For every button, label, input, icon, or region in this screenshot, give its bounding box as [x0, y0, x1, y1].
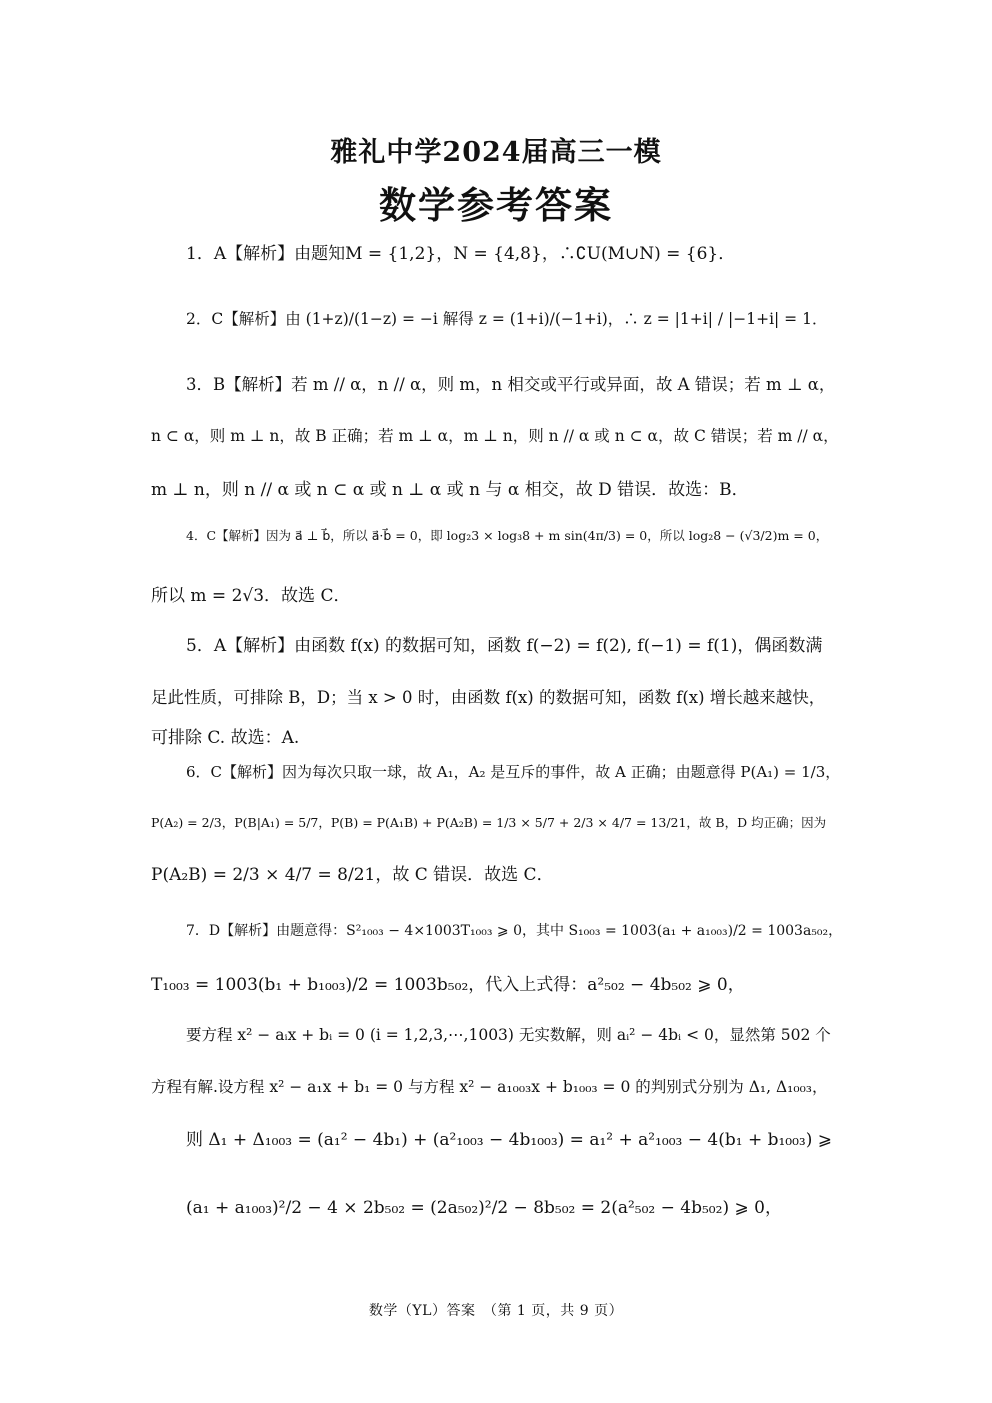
answer-3-line-3: m ⊥ n，则 n // α 或 n ⊂ α 或 n ⊥ α 或 n 与 α 相交，故 D 错误．故选：B．: [151, 480, 749, 500]
answer-1: 1．A【解析】由题知M = {1,2}，N = {4,8}，∴∁U(M∪N) = {6}．: [186, 244, 736, 264]
answer-7-line-5: 则 Δ₁ + Δ₁₀₀₃ = (a₁² − 4b₁) + (a²₁₀₀₃ − 4b₁₀₀₃) = a₁² + a²₁₀₀₃ − 4(b₁ + b₁₀₀₃) ⩾: [186, 1130, 833, 1150]
answer-6-line-1: 6．C【解析】因为每次只取一球，故 A₁，A₂ 是互斥的事件，故 A 正确；由题意得 P(A₁) = 1/3，: [186, 763, 841, 781]
page-footer: 数学（YL）答案 （第 1 页，共 9 页）: [368, 1303, 624, 1319]
answer-7-line-1: 7．D【解析】由题意得：S²₁₀₀₃ − 4×1003T₁₀₀₃ ⩾ 0，其中 S₁₀₀₃ = 1003(a₁ + a₁₀₀₃)/2 = 1003a₅₀₂，: [186, 923, 843, 939]
document-title: 雅礼中学2024届高三一模: [330, 137, 662, 168]
answer-3-line-2: n ⊂ α，则 m ⊥ n，故 B 正确；若 m ⊥ α，m ⊥ n，则 n // α 或 n ⊂ α，故 C 错误；若 m // α，: [151, 427, 839, 445]
answer-4-line-2: 所以 m = 2√3．故选 C．: [151, 586, 351, 606]
answer-6-line-3: P(A₂B) = 2/3 × 4/7 = 8/21，故 C 错误．故选 C．: [151, 865, 554, 885]
answer-5-line-2: 足此性质，可排除 B，D；当 x > 0 时，由函数 f(x) 的数据可知，函数 f(x) 增长越来越快，: [151, 688, 826, 707]
answer-7-line-4: 方程有解.设方程 x² − a₁x + b₁ = 0 与方程 x² − a₁₀₀₃x + b₁₀₀₃ = 0 的判别式分别为 Δ₁, Δ₁₀₀₃，: [151, 1078, 828, 1096]
answer-7-line-2: T₁₀₀₃ = 1003(b₁ + b₁₀₀₃)/2 = 1003b₅₀₂，代入上式得：a²₅₀₂ − 4b₅₀₂ ⩾ 0，: [151, 975, 745, 995]
answer-5-line-3: 可排除 C. 故选：A.: [151, 728, 300, 748]
document-subtitle: 数学参考答案: [379, 183, 613, 227]
answer-2: 2．C【解析】由 (1+z)/(1−z) = −i 解得 z = (1+i)/(−1+i)，∴ z = |1+i| / |−1+i| = 1．: [186, 310, 828, 328]
answer-7-line-3: 要方程 x² − aᵢx + bᵢ = 0 (i = 1,2,3,⋯,1003) 无实数解，则 aᵢ² − 4bᵢ < 0，显然第 502 个: [186, 1026, 831, 1044]
answer-7-line-6: (a₁ + a₁₀₀₃)²/2 − 4 × 2b₅₀₂ = (2a₅₀₂)²/2 − 8b₅₀₂ = 2(a²₅₀₂ − 4b₅₀₂) ⩾ 0，: [186, 1198, 782, 1218]
answer-4-line-1: 4．C【解析】因为 a⃗ ⊥ b⃗，所以 a⃗·b⃗ = 0，即 log₂3 × log₃8 + m sin(4π/3) = 0，所以 log₂8 − (√3/2)m = 0，: [186, 528, 829, 543]
answer-5-line-1: 5．A【解析】由函数 f(x) 的数据可知，函数 f(−2) = f(2), f(−1) = f(1)，偶函数满: [186, 636, 823, 656]
answer-3-line-1: 3．B【解析】若 m // α，n // α，则 m，n 相交或平行或异面，故 A 错误；若 m ⊥ α，: [186, 375, 836, 394]
answer-6-line-2: P(A₂) = 2/3，P(B|A₁) = 5/7，P(B) = P(A₁B) + P(A₂B) = 1/3 × 5/7 + 2/3 × 4/7 = 13/21，故 B，D 均正确；因为: [151, 815, 827, 830]
